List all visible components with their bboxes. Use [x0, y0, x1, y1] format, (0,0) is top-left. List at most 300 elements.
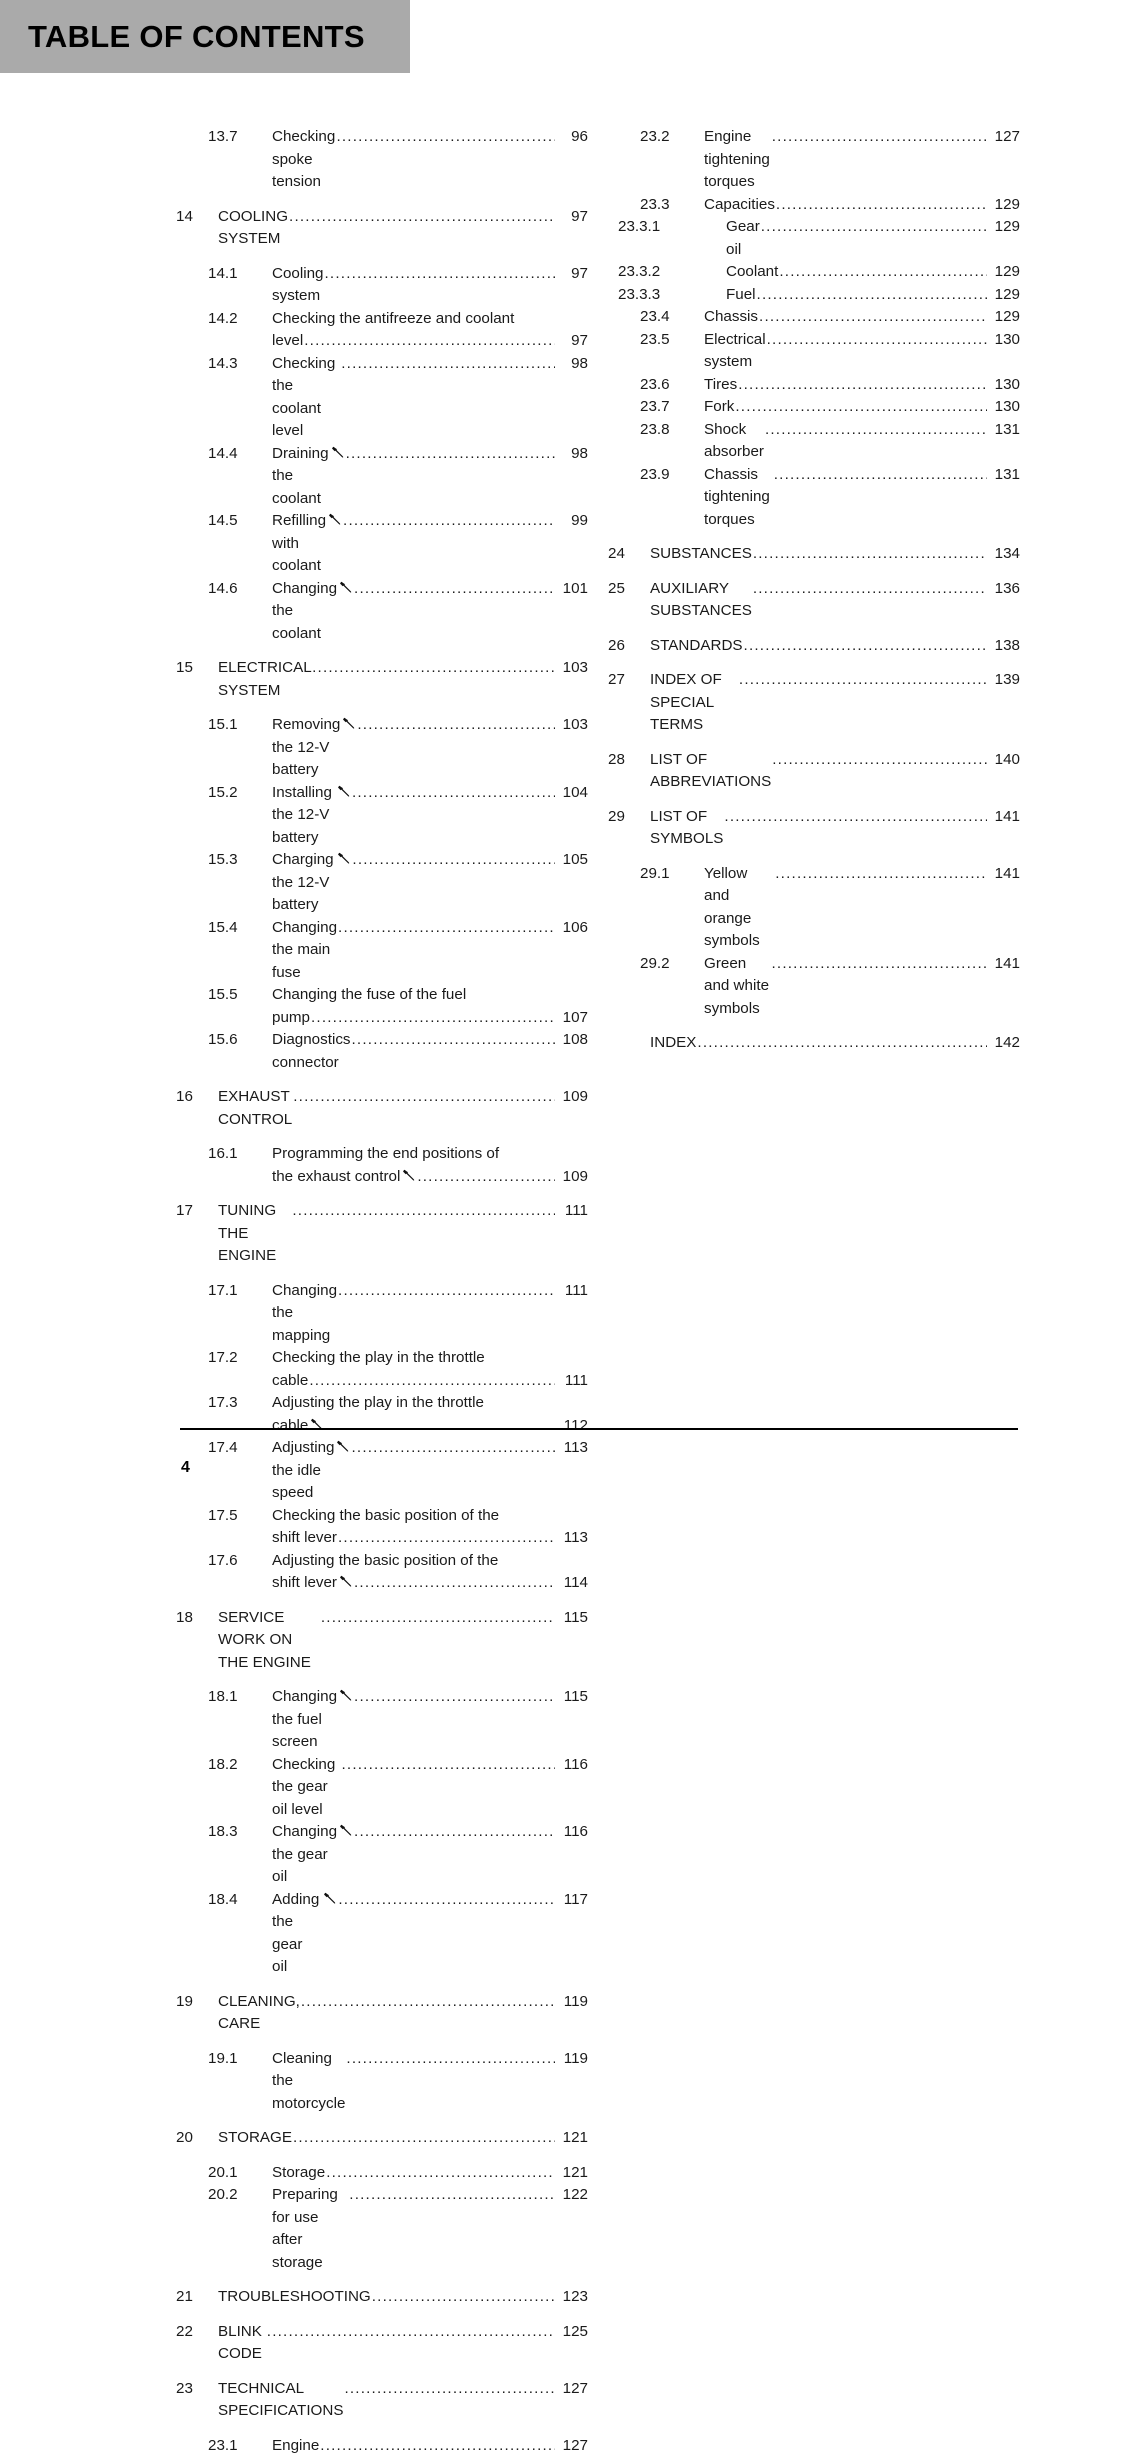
- toc-entry-number: 25: [608, 578, 650, 601]
- toc-entry-page: 138: [990, 635, 1020, 658]
- toc-section-row[interactable]: [176, 1550, 588, 1595]
- toc-entry-number: 23.6: [640, 374, 704, 397]
- toc-chapter-row[interactable]: [608, 543, 1020, 566]
- toc-entry-title: Changing the coolant: [272, 578, 337, 646]
- toc-section-row[interactable]: [176, 984, 588, 1029]
- toc-chapter-row[interactable]: [608, 806, 1020, 851]
- leader-dots: [760, 216, 987, 239]
- leader-dots: [351, 849, 555, 872]
- toc-entry-title: Charging the 12-V battery: [272, 849, 335, 917]
- toc-entry-page: 99: [558, 510, 588, 533]
- leader-dots: [752, 578, 987, 601]
- leader-dots: [351, 782, 555, 805]
- toc-entry-title: Gear oil: [726, 216, 760, 261]
- toc-section-row[interactable]: [176, 1889, 588, 1979]
- toc-entry-number: 23.4: [640, 306, 704, 329]
- toc-entry-title: Draining the coolant: [272, 443, 329, 511]
- toc-entry-title: Checking the basic position of the: [272, 1507, 499, 1524]
- leader-dots: [325, 2162, 555, 2185]
- toc-entry-number: 20.1: [208, 2162, 272, 2185]
- toc-entry-title: ELECTRICAL SYSTEM: [218, 657, 311, 702]
- wrench-icon: [337, 852, 350, 865]
- toc-entry-title: Capacities: [704, 194, 775, 217]
- toc-entry-page: 142: [990, 1032, 1020, 1055]
- leader-dots: [292, 2127, 555, 2150]
- toc-section-row[interactable]: [176, 917, 588, 985]
- toc-entry-body: [272, 1392, 588, 1437]
- toc-entry-number: 14.4: [208, 443, 272, 466]
- toc-entry-title: Electrical system: [704, 329, 766, 374]
- footer-page-number: 4: [181, 1459, 190, 1477]
- leader-dots: [345, 443, 555, 466]
- toc-section-row[interactable]: [608, 126, 1020, 194]
- toc-entry-number: 15.1: [208, 714, 272, 737]
- toc-section-row[interactable]: [608, 464, 1020, 532]
- toc-section-row[interactable]: [608, 419, 1020, 464]
- toc-entry-title: Chassis: [704, 306, 758, 329]
- toc-entry-body: [272, 849, 588, 917]
- toc-section-row[interactable]: [176, 1437, 588, 1505]
- toc-entry-page: 141: [990, 953, 1020, 976]
- toc-entry-page: 115: [558, 1686, 588, 1709]
- toc-entry-number: 13.7: [208, 126, 272, 149]
- toc-entry-title: Storage: [272, 2162, 325, 2185]
- toc-entry-page: 119: [558, 1991, 588, 2014]
- toc-chapter-row[interactable]: [176, 1200, 588, 1268]
- toc-entry-page: 96: [558, 126, 588, 149]
- toc-entry-number: 16.1: [208, 1143, 272, 1166]
- toc-entry-body: [218, 2321, 588, 2366]
- toc-entry-body: [704, 194, 1020, 217]
- toc-entry-title: Diagnostics connector: [272, 1029, 351, 1074]
- leader-dots: [266, 2321, 555, 2344]
- toc-entry-body: [704, 284, 1020, 307]
- toc-entry-body: [218, 2127, 588, 2150]
- toc-entry-body: [704, 329, 1020, 374]
- toc-section-row[interactable]: [608, 216, 1020, 261]
- toc-entry-body: [272, 2162, 588, 2185]
- toc-chapter-row[interactable]: [176, 2286, 588, 2309]
- toc-entry-body: [704, 863, 1020, 953]
- toc-section-row[interactable]: [176, 1686, 588, 1754]
- toc-section-row[interactable]: [176, 578, 588, 646]
- toc-entry-page: 129: [990, 261, 1020, 284]
- toc-entry-number: 28: [608, 749, 650, 772]
- leader-dots: [778, 261, 987, 284]
- toc-entry-page: 104: [558, 782, 588, 805]
- leader-dots: [324, 1415, 555, 1438]
- toc-entry-body: [272, 263, 588, 308]
- leader-dots: [310, 1007, 555, 1030]
- toc-section-row[interactable]: [176, 308, 588, 353]
- toc-entry-number: 15.5: [208, 984, 272, 1007]
- toc-chapter-row[interactable]: [176, 2321, 588, 2366]
- toc-section-row[interactable]: [176, 2048, 588, 2116]
- toc-entry-title: COOLING SYSTEM: [218, 206, 288, 251]
- toc-entry-title: Programming the end positions of: [272, 1145, 499, 1162]
- toc-entry-title: Checking the gear oil level: [272, 1754, 340, 1822]
- toc-entry-page: 113: [558, 1527, 588, 1550]
- toc-entry-body: [704, 261, 1020, 284]
- toc-entry-number: 18.4: [208, 1889, 272, 1912]
- toc-entry-page: 114: [558, 1572, 588, 1595]
- toc-entry-number: 23.3.3: [618, 284, 704, 307]
- leader-dots: [743, 635, 987, 658]
- leader-dots: [353, 578, 555, 601]
- toc-entry-page: 129: [990, 194, 1020, 217]
- toc-section-row[interactable]: [176, 1392, 588, 1437]
- toc-entry-title: Chassis tightening torques: [704, 464, 773, 532]
- toc-entry-body: [272, 443, 588, 511]
- leader-dots: [350, 1437, 555, 1460]
- toc-entry-page: 129: [990, 284, 1020, 307]
- toc-entry-number: 15.6: [208, 1029, 272, 1052]
- leader-dots: [764, 419, 987, 442]
- toc-entry-title: INDEX OF SPECIAL TERMS: [650, 669, 738, 737]
- toc-entry-number: 14.6: [208, 578, 272, 601]
- toc-entry-title: STORAGE: [218, 2127, 292, 2150]
- toc-entry-page: 121: [558, 2127, 588, 2150]
- footer-divider: [180, 1428, 1018, 1430]
- toc-chapter-row[interactable]: [176, 1086, 588, 1131]
- toc-entry-number: 15: [176, 657, 218, 680]
- toc-entry-body: [272, 1889, 588, 1979]
- leader-dots: [311, 657, 555, 680]
- wrench-icon: [339, 1824, 352, 1837]
- leader-dots: [291, 1200, 555, 1223]
- toc-entry-body: [650, 669, 1020, 737]
- toc-section-row[interactable]: [608, 194, 1020, 217]
- toc-entry-body: [272, 1029, 588, 1074]
- toc-entry-body: [272, 578, 588, 646]
- toc-entry-number: 14.1: [208, 263, 272, 286]
- toc-entry-title: LIST OF SYMBOLS: [650, 806, 723, 851]
- toc-entry-number: 17.4: [208, 1437, 272, 1460]
- wrench-icon: [331, 446, 344, 459]
- toc-chapter-row[interactable]: [176, 206, 588, 251]
- toc-entry-page: 116: [558, 1754, 588, 1777]
- leader-dots: [351, 1029, 555, 1052]
- toc-entry-number: 24: [608, 543, 650, 566]
- toc-entry-page: 106: [558, 917, 588, 940]
- leader-dots: [337, 1280, 555, 1303]
- toc-entry-title-cont: shift lever: [272, 1527, 337, 1550]
- toc-entry-body: [272, 308, 588, 353]
- toc-section-row[interactable]: [176, 1280, 588, 1348]
- toc-section-row[interactable]: [176, 2162, 588, 2185]
- toc-entry-title: Changing the fuel screen: [272, 1686, 337, 1754]
- leader-dots: [340, 1754, 555, 1777]
- toc-entry-title: Adding the gear oil: [272, 1889, 321, 1979]
- toc-section-row[interactable]: [608, 396, 1020, 419]
- toc-entry-title: STANDARDS: [650, 635, 743, 658]
- toc-entry-title: Checking the coolant level: [272, 353, 340, 443]
- toc-entry-body: [272, 1754, 588, 1822]
- toc-section-row[interactable]: [176, 1143, 588, 1188]
- toc-section-row[interactable]: [608, 284, 1020, 307]
- toc-entry-title: Coolant: [726, 261, 778, 284]
- leader-dots: [738, 669, 987, 692]
- leader-dots: [292, 1086, 555, 1109]
- toc-entry-number: 29: [608, 806, 650, 829]
- toc-section-row[interactable]: [608, 863, 1020, 953]
- wrench-icon: [336, 1440, 349, 1453]
- toc-entry-body: [272, 510, 588, 578]
- leader-dots: [337, 1889, 555, 1912]
- toc-entry-page: 107: [558, 1007, 588, 1030]
- toc-entry-title: Adjusting the idle speed: [272, 1437, 334, 1505]
- toc-section-row[interactable]: [176, 2435, 588, 2457]
- toc-chapter-row[interactable]: [176, 2378, 588, 2423]
- wrench-icon: [402, 1169, 415, 1182]
- toc-entry-title: EXHAUST CONTROL: [218, 1086, 292, 1131]
- toc-entry-title: LIST OF ABBREVIATIONS: [650, 749, 771, 794]
- toc-entry-number: 23.1: [208, 2435, 272, 2457]
- toc-entry-title: Adjusting the basic position of the: [272, 1552, 498, 1569]
- toc-section-row[interactable]: [608, 306, 1020, 329]
- leader-dots: [723, 806, 987, 829]
- toc-entry-title-cont: the exhaust control: [272, 1166, 400, 1189]
- toc-entry-page: 130: [990, 396, 1020, 419]
- leader-dots: [371, 2286, 555, 2309]
- toc-entry-page: 109: [558, 1086, 588, 1109]
- toc-entry-number: 14.5: [208, 510, 272, 533]
- toc-entry-body: [218, 1200, 588, 1268]
- leader-dots: [737, 374, 987, 397]
- toc-section-row[interactable]: [176, 849, 588, 917]
- leader-dots: [773, 464, 987, 487]
- toc-entry-page: 141: [990, 863, 1020, 886]
- toc-entry-number: 17: [176, 1200, 218, 1223]
- toc-section-row[interactable]: [176, 353, 588, 443]
- toc-entry-number: 15.4: [208, 917, 272, 940]
- toc-entry-page: 139: [990, 669, 1020, 692]
- toc-entry-title: Changing the gear oil: [272, 1821, 337, 1889]
- toc-entry-body: [272, 1686, 588, 1754]
- toc-entry-page: 101: [558, 578, 588, 601]
- toc-entry-body: [650, 1032, 1020, 1055]
- toc-entry-page: 97: [558, 206, 588, 229]
- toc-entry-number: 19: [176, 1991, 218, 2014]
- toc-chapter-row[interactable]: [176, 1991, 588, 2036]
- toc-section-row[interactable]: [608, 374, 1020, 397]
- toc-entry-page: 129: [990, 306, 1020, 329]
- leader-dots: [734, 396, 987, 419]
- toc-entry-title: Preparing for use after storage: [272, 2184, 348, 2274]
- leader-dots: [752, 543, 987, 566]
- toc-entry-body: [272, 1550, 588, 1595]
- toc-entry-number: 17.2: [208, 1347, 272, 1370]
- toc-entry-title: AUXILIARY SUBSTANCES: [650, 578, 752, 623]
- toc-section-row[interactable]: [176, 1821, 588, 1889]
- toc-entry-page: 131: [990, 464, 1020, 487]
- toc-entry-body: [272, 2435, 588, 2457]
- toc-entry-body: [272, 1821, 588, 1889]
- wrench-icon: [342, 717, 355, 730]
- toc-entry-page: 111: [558, 1370, 588, 1393]
- toc-chapter-row[interactable]: [608, 1032, 1020, 1055]
- toc-entry-page: 140: [990, 749, 1020, 772]
- toc-column-right: [608, 126, 1020, 1067]
- toc-entry-page: 103: [558, 657, 588, 680]
- toc-section-row[interactable]: [176, 263, 588, 308]
- toc-entry-page: 136: [990, 578, 1020, 601]
- toc-entry-page: 123: [558, 2286, 588, 2309]
- page-title: TABLE OF CONTENTS: [28, 19, 365, 55]
- toc-entry-title: Engine: [272, 2435, 319, 2457]
- toc-entry-title: Shock absorber: [704, 419, 764, 464]
- leader-dots: [353, 1572, 555, 1595]
- toc-entry-page: 130: [990, 374, 1020, 397]
- toc-entry-title: Changing the fuse of the fuel: [272, 986, 466, 1003]
- toc-entry-body: [272, 2048, 588, 2116]
- toc-section-row[interactable]: [176, 1754, 588, 1822]
- toc-entry-page: 109: [558, 1166, 588, 1189]
- leader-dots: [353, 1686, 555, 1709]
- wrench-icon: [337, 785, 350, 798]
- toc-entry-body: [272, 1505, 588, 1550]
- toc-chapter-row[interactable]: [176, 1607, 588, 1675]
- toc-entry-number: 20: [176, 2127, 218, 2150]
- leader-dots: [320, 1607, 555, 1630]
- toc-section-row[interactable]: [176, 2184, 588, 2274]
- toc-entry-body: [272, 2184, 588, 2274]
- leader-dots: [775, 194, 987, 217]
- toc-entry-number: 17.6: [208, 1550, 272, 1573]
- toc-entry-title: Removing the 12-V battery: [272, 714, 340, 782]
- toc-entry-number: 14.3: [208, 353, 272, 376]
- toc-section-row[interactable]: [176, 782, 588, 850]
- toc-entry-body: [218, 1086, 588, 1131]
- toc-section-row[interactable]: [176, 1505, 588, 1550]
- toc-entry-title: Checking spoke tension: [272, 126, 335, 194]
- toc-section-row[interactable]: [176, 510, 588, 578]
- toc-entry-page: 134: [990, 543, 1020, 566]
- toc-entry-number: 23.5: [640, 329, 704, 352]
- toc-entry-page: 98: [558, 443, 588, 466]
- toc-chapter-row[interactable]: [608, 578, 1020, 623]
- toc-entry-number: 15.3: [208, 849, 272, 872]
- toc-entry-number: 23.9: [640, 464, 704, 487]
- toc-entry-page: 97: [558, 330, 588, 353]
- toc-entry-title: Cooling system: [272, 263, 324, 308]
- table-of-contents-header-bar: [0, 0, 410, 73]
- toc-entry-page: 98: [558, 353, 588, 376]
- leader-dots: [348, 2184, 555, 2207]
- toc-entry-body: [272, 353, 588, 443]
- toc-entry-page: 127: [990, 126, 1020, 149]
- toc-entry-body: [704, 396, 1020, 419]
- toc-entry-body: [272, 1437, 588, 1505]
- toc-entry-body: [650, 578, 1020, 623]
- toc-entry-page: 129: [990, 216, 1020, 239]
- toc-entry-body: [704, 306, 1020, 329]
- toc-chapter-row[interactable]: [176, 657, 588, 702]
- toc-entry-page: 111: [558, 1200, 588, 1223]
- toc-entry-title: Checking the antifreeze and coolant: [272, 310, 514, 327]
- toc-entry-title: Yellow and orange symbols: [704, 863, 774, 953]
- leader-dots: [300, 1991, 555, 2014]
- toc-chapter-row[interactable]: [176, 2127, 588, 2150]
- toc-entry-body: [272, 714, 588, 782]
- toc-section-row[interactable]: [608, 953, 1020, 1021]
- wrench-icon: [339, 1689, 352, 1702]
- toc-entry-page: 122: [558, 2184, 588, 2207]
- toc-entry-body: [650, 749, 1020, 794]
- toc-entry-title: Engine tightening torques: [704, 126, 771, 194]
- toc-chapter-row[interactable]: [608, 669, 1020, 737]
- toc-section-row[interactable]: [176, 443, 588, 511]
- toc-section-row[interactable]: [176, 714, 588, 782]
- toc-entry-title: TECHNICAL SPECIFICATIONS: [218, 2378, 343, 2423]
- toc-entry-body: [650, 543, 1020, 566]
- toc-entry-number: 16: [176, 1086, 218, 1109]
- toc-entry-number: 18.2: [208, 1754, 272, 1777]
- toc-entry-body: [218, 2378, 588, 2423]
- leader-dots: [324, 263, 555, 286]
- toc-entry-body: [272, 1280, 588, 1348]
- toc-section-row[interactable]: [176, 1347, 588, 1392]
- toc-entry-title: SERVICE WORK ON THE ENGINE: [218, 1607, 320, 1675]
- toc-entry-title: Checking the play in the throttle: [272, 1349, 485, 1366]
- toc-entry-body: [704, 419, 1020, 464]
- toc-entry-number: 23: [176, 2378, 218, 2401]
- leader-dots: [303, 330, 555, 353]
- toc-entry-number: 23.3.1: [618, 216, 704, 239]
- toc-entry-number: 29.2: [640, 953, 704, 976]
- toc-entry-number: 20.2: [208, 2184, 272, 2207]
- toc-column-left: [176, 126, 588, 2457]
- toc-entry-title: Fork: [704, 396, 734, 419]
- toc-entry-number: 15.2: [208, 782, 272, 805]
- leader-dots: [337, 917, 555, 940]
- leader-dots: [771, 126, 987, 149]
- toc-section-row[interactable]: [608, 329, 1020, 374]
- toc-entry-title: SUBSTANCES: [650, 543, 752, 566]
- toc-chapter-row[interactable]: [608, 749, 1020, 794]
- toc-entry-page: 113: [558, 1437, 588, 1460]
- leader-dots: [756, 284, 987, 307]
- toc-entry-number: 17.5: [208, 1505, 272, 1528]
- toc-entry-page: 115: [558, 1607, 588, 1630]
- toc-section-row[interactable]: [608, 261, 1020, 284]
- leader-dots: [774, 863, 987, 886]
- toc-entry-title: Refilling with coolant: [272, 510, 326, 578]
- toc-entry-title-cont: shift lever: [272, 1572, 337, 1595]
- toc-entry-number: 23.3.2: [618, 261, 704, 284]
- leader-dots: [345, 2048, 555, 2071]
- toc-entry-title: Cleaning the motorcycle: [272, 2048, 345, 2116]
- toc-section-row[interactable]: [176, 1029, 588, 1074]
- toc-entry-title: TROUBLESHOOTING: [218, 2286, 371, 2309]
- toc-entry-number: 21: [176, 2286, 218, 2309]
- toc-entry-number: 23.8: [640, 419, 704, 442]
- toc-entry-number: 14: [176, 206, 218, 229]
- toc-chapter-row[interactable]: [608, 635, 1020, 658]
- toc-entry-body: [218, 1991, 588, 2036]
- toc-entry-body: [272, 984, 588, 1029]
- leader-dots: [416, 1166, 555, 1189]
- toc-entry-title: BLINK CODE: [218, 2321, 266, 2366]
- leader-dots: [696, 1032, 987, 1055]
- toc-entry-number: 23.7: [640, 396, 704, 419]
- toc-entry-number: 18.3: [208, 1821, 272, 1844]
- toc-entry-number: 22: [176, 2321, 218, 2344]
- toc-entry-title: Installing the 12-V battery: [272, 782, 335, 850]
- toc-entry-body: [272, 126, 588, 194]
- leader-dots: [288, 206, 555, 229]
- toc-section-row[interactable]: [176, 126, 588, 194]
